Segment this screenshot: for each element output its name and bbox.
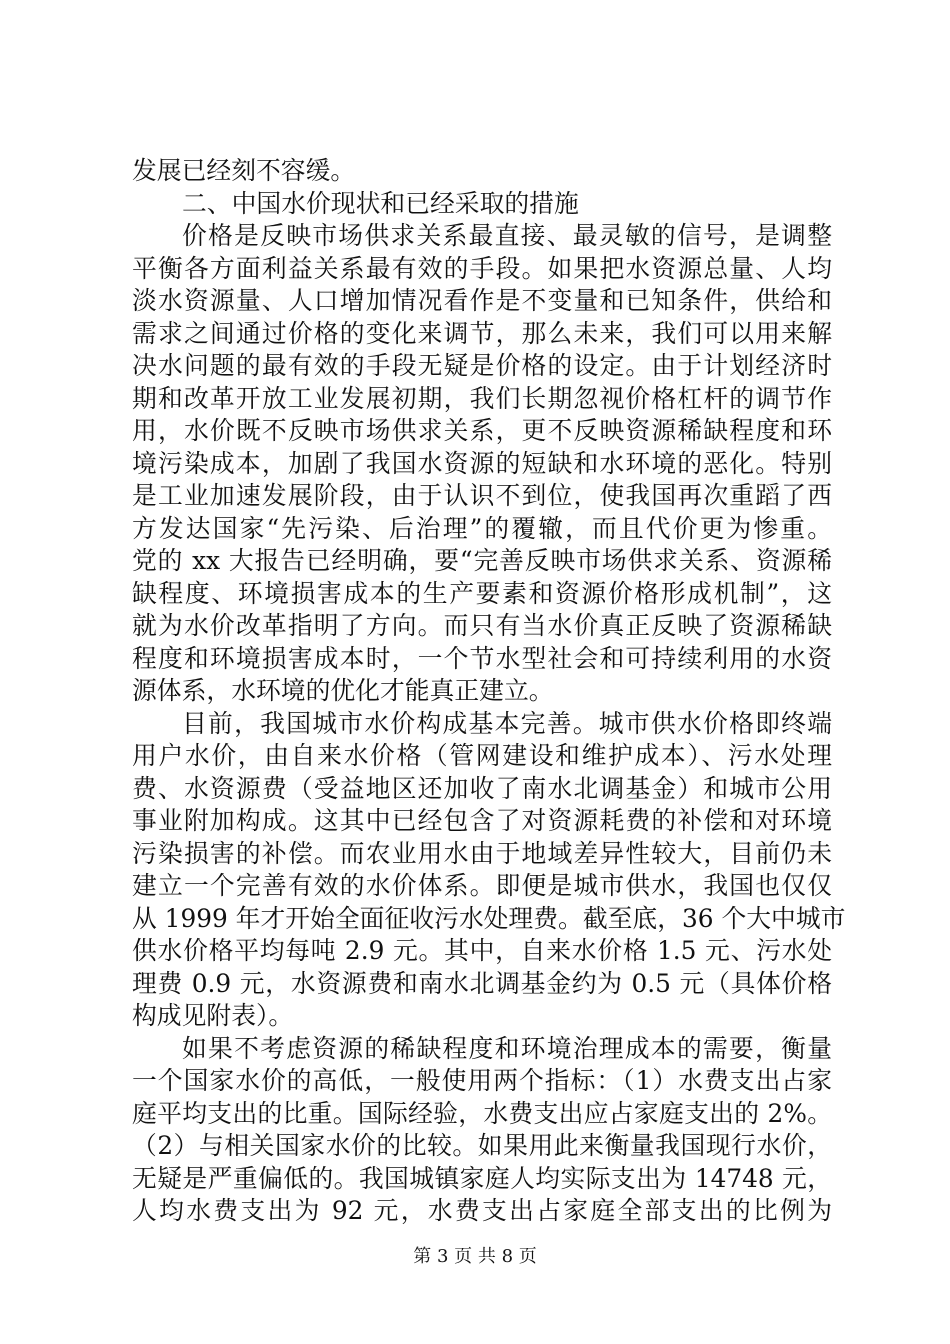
text-line: 理费 0.9 元，水资源费和南水北调基金约为 0.5 元（具体价格 (132, 968, 832, 998)
text-line: 从 1999 年才开始全面征收污水处理费。截至底，36 个大中城市 (132, 903, 846, 933)
text-line: 源体系，水环境的优化才能真正建立。 (132, 676, 554, 705)
text-line: （2）与相关国家水价的比较。如果用此来衡量我国现行水价， (132, 1131, 832, 1160)
text-line: 境污染成本，加剧了我国水资源的短缺和水环境的恶化。特别 (132, 448, 832, 478)
text-line: 发展已经刻不容缓。 (132, 156, 356, 185)
text-line: 价格是反映市场供求关系最直接、最灵敏的信号，是调整 (182, 221, 832, 250)
text-line: 如果不考虑资源的稀缺程度和环境治理成本的需要，衡量 (182, 1033, 832, 1063)
text-line: 方发达国家“先污染、后治理”的覆辙，而且代价更为惨重。 (132, 513, 832, 543)
text-line: 庭平均支出的比重。国际经验，水费支出应占家庭支出的 2%。 (132, 1098, 832, 1128)
text-line: 二、中国水价现状和已经采取的措施 (182, 188, 579, 218)
text-line: 建立一个完善有效的水价体系。即便是城市供水，我国也仅仅 (132, 871, 832, 900)
text-line: 平衡各方面利益关系最有效的手段。如果把水资源总量、人均 (132, 253, 832, 283)
text-line: 费、水资源费（受益地区还加收了南水北调基金）和城市公用 (132, 773, 832, 803)
text-line: 用户水价，由自来水价格（管网建设和维护成本）、污水处理 (132, 741, 832, 770)
text-line: 就为水价改革指明了方向。而只有当水价真正反映了资源稀缺 (132, 611, 832, 640)
text-line: 程度和环境损害成本时，一个节水型社会和可持续利用的水资 (132, 643, 832, 673)
text-line: 决水问题的最有效的手段无疑是价格的设定。由于计划经济时 (132, 351, 832, 380)
text-line: 淡水资源量、人口增加情况看作是不变量和已知条件，供给和 (132, 286, 832, 315)
text-line: 人均水费支出为 92 元，水费支出占家庭全部支出的比例为 (132, 1196, 832, 1225)
text-line: 党的 xx 大报告已经明确，要“完善反映市场供求关系、资源稀 (132, 546, 832, 575)
text-line: 供水价格平均每吨 2.9 元。其中，自来水价格 1.5 元、污水处 (132, 936, 832, 965)
text-line: 污染损害的补偿。而农业用水由于地域差异性较大，目前仍未 (132, 838, 832, 868)
text-line: 一个国家水价的高低，一般使用两个指标：（1）水费支出占家 (132, 1066, 832, 1095)
text-line: 需求之间通过价格的变化来调节，那么未来，我们可以用来解 (132, 318, 832, 348)
text-line: 用，水价既不反映市场供求关系，更不反映资源稀缺程度和环 (132, 416, 832, 445)
text-line: 是工业加速发展阶段，由于认识不到位，使我国再次重蹈了西 (132, 481, 832, 510)
text-line: 目前，我国城市水价构成基本完善。城市供水价格即终端 (182, 708, 832, 738)
text-line: 期和改革开放工业发展初期，我们长期忽视价格杠杆的调节作 (132, 383, 832, 413)
text-line: 事业附加构成。这其中已经包含了对资源耗费的补偿和对环境 (132, 806, 832, 835)
text-line: 构成见附表）。 (132, 1001, 294, 1030)
text-line: 无疑是严重偏低的。我国城镇家庭人均实际支出为 14748 元， (132, 1163, 832, 1193)
text-line: 缺程度、环境损害成本的生产要素和资源价格形成机制”，这 (132, 578, 832, 608)
page-footer: 第 3 页 共 8 页 (413, 1246, 537, 1267)
